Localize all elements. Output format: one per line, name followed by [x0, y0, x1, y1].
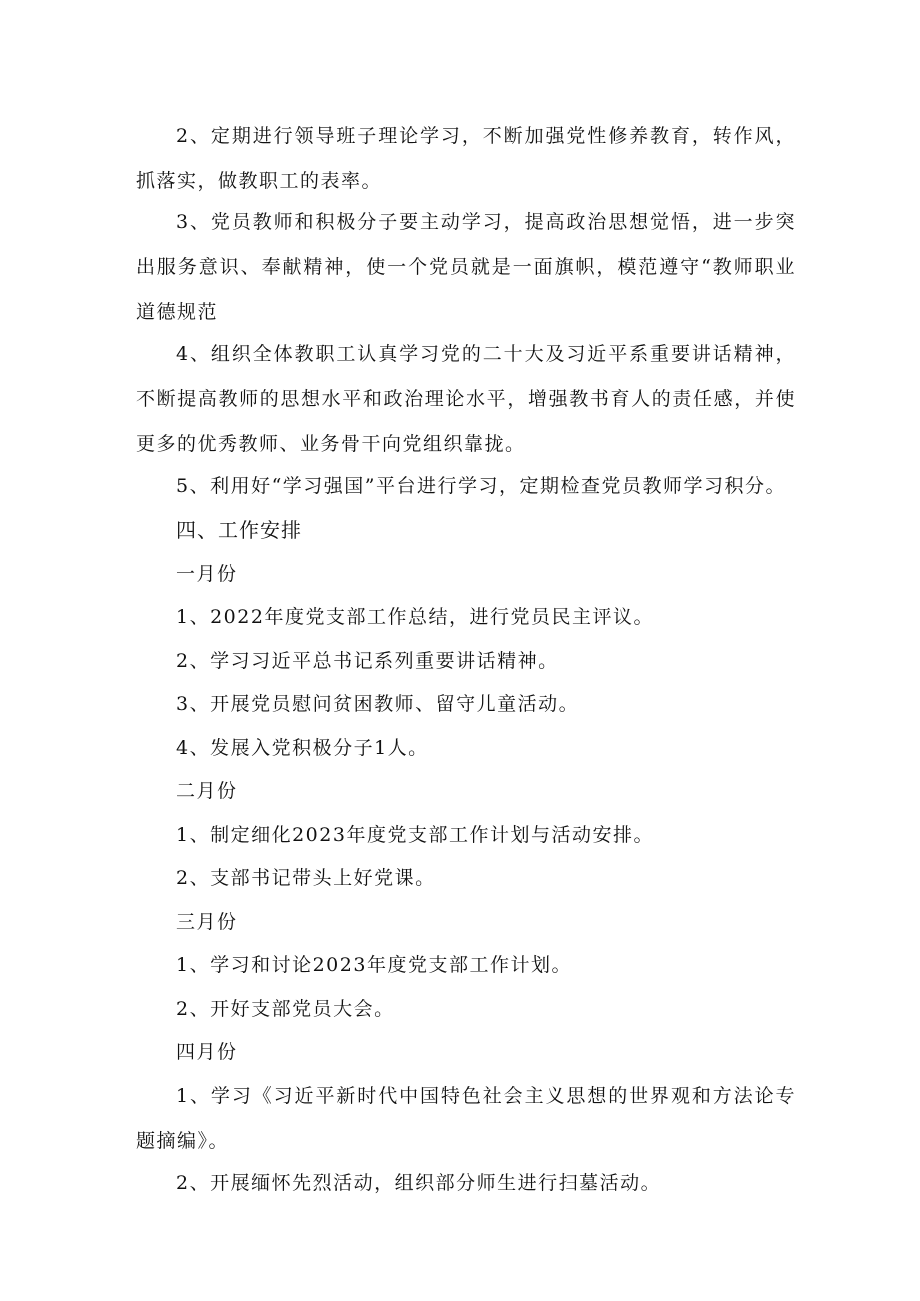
section-heading: 四、工作安排 [176, 518, 302, 542]
list-item: 2、学习习近平总书记系列重要讲话精神。 [176, 650, 559, 672]
paragraph-item-5: 5、利用好“学习强国”平台进行学习，定期检查党员教师学习积分。 [176, 475, 787, 497]
list-item: 1、2022年度党支部工作总结，进行党员民主评议。 [176, 606, 654, 628]
list-item: 2、支部书记带头上好党课。 [176, 867, 436, 889]
month-label-march: 三月份 [176, 911, 238, 933]
list-item: 1、学习《习近平新时代中国特色社会主义思想的世界观和方法论专题摘编》。 [136, 1085, 796, 1152]
list-item: 2、开好支部党员大会。 [176, 998, 395, 1020]
month-label-january: 一月份 [176, 563, 238, 585]
paragraph-item-4: 4、组织全体教职工认真学习党的二十大及习近平系重要讲话精神，不断提高教师的思想水平和政治理论水平，增强教书育人的责任感，并使更多的优秀教师、业务骨干向党组织靠拢。 [136, 343, 796, 455]
list-item: 1、制定细化2023年度党支部工作计划与活动安排。 [176, 824, 654, 846]
month-label-february: 二月份 [176, 780, 238, 802]
paragraph-item-2: 2、定期进行领导班子理论学习，不断加强党性修养教育，转作风，抓落实，做教职工的表率。 [136, 125, 796, 192]
list-item: 4、发展入党积极分子1人。 [176, 737, 429, 759]
list-item: 3、开展党员慰问贫困教师、留守儿童活动。 [176, 693, 580, 715]
month-label-april: 四月份 [176, 1041, 238, 1063]
paragraph-item-3: 3、党员教师和积极分子要主动学习，提高政治思想觉悟，进一步突出服务意识、奉献精神，使一个党员就是一面旗帜，模范遵守“教师职业道德规范 [136, 211, 796, 323]
list-item: 2、开展缅怀先烈活动，组织部分师生进行扫墓活动。 [176, 1172, 662, 1194]
list-item: 1、学习和讨论2023年度党支部工作计划。 [176, 954, 572, 976]
